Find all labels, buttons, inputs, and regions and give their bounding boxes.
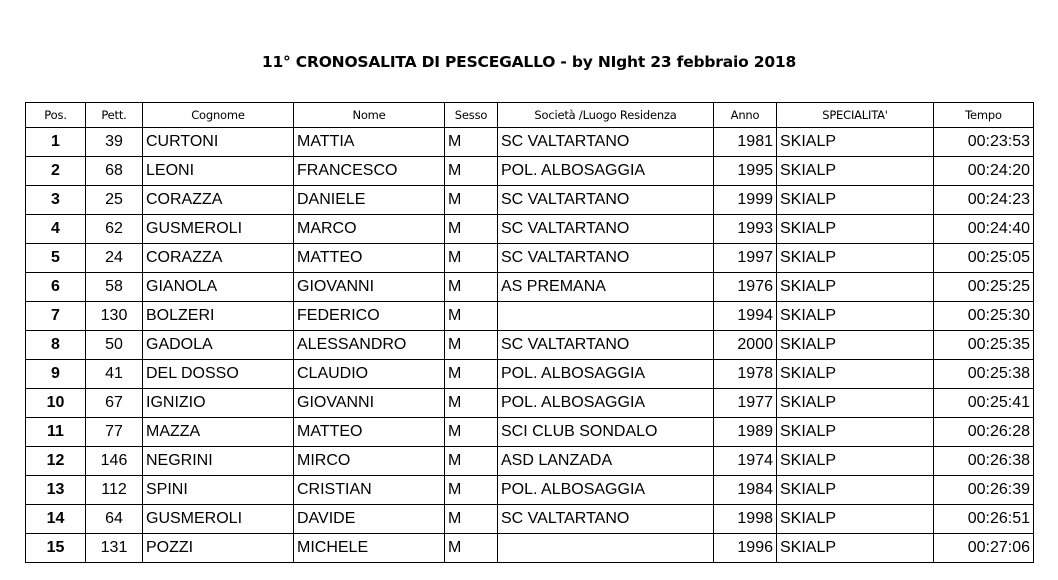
cell-sesso: M [445, 476, 498, 505]
header-pos: Pos. [26, 103, 86, 128]
cell-tempo: 00:23:53 [934, 128, 1034, 157]
cell-pos: 15 [26, 534, 86, 563]
header-tempo: Tempo [934, 103, 1034, 128]
cell-sesso: M [445, 360, 498, 389]
cell-pos: 2 [26, 157, 86, 186]
cell-pett: 130 [86, 302, 143, 331]
table-row [26, 186, 1034, 215]
cell-anno: 1984 [714, 476, 777, 505]
cell-anno: 1998 [714, 505, 777, 534]
cell-sesso: M [445, 534, 498, 563]
cell-tempo: 00:24:40 [934, 215, 1034, 244]
cell-cognome: GUSMEROLI [143, 215, 294, 244]
cell-pett: 77 [86, 418, 143, 447]
cell-tempo: 00:27:06 [934, 534, 1034, 563]
cell-anno: 1993 [714, 215, 777, 244]
cell-nome: CRISTIAN [294, 476, 445, 505]
cell-societa: SC VALTARTANO [498, 331, 714, 360]
cell-specialita: SKIALP [777, 128, 934, 157]
header-anno: Anno [714, 103, 777, 128]
cell-cognome: GADOLA [143, 331, 294, 360]
cell-societa: SC VALTARTANO [498, 215, 714, 244]
cell-specialita: SKIALP [777, 389, 934, 418]
cell-tempo: 00:25:41 [934, 389, 1034, 418]
table-row [26, 389, 1034, 418]
table-body [26, 128, 1034, 563]
cell-pos: 3 [26, 186, 86, 215]
cell-pett: 25 [86, 186, 143, 215]
cell-specialita: SKIALP [777, 534, 934, 563]
cell-specialita: SKIALP [777, 186, 934, 215]
cell-nome: MATTEO [294, 418, 445, 447]
cell-tempo: 00:24:20 [934, 157, 1034, 186]
cell-societa: POL. ALBOSAGGIA [498, 389, 714, 418]
cell-societa: SC VALTARTANO [498, 244, 714, 273]
cell-anno: 1977 [714, 389, 777, 418]
cell-pos: 12 [26, 447, 86, 476]
cell-anno: 2000 [714, 331, 777, 360]
cell-pett: 62 [86, 215, 143, 244]
cell-nome: MATTEO [294, 244, 445, 273]
table-row [26, 244, 1034, 273]
cell-specialita: SKIALP [777, 215, 934, 244]
cell-societa: AS PREMANA [498, 273, 714, 302]
cell-specialita: SKIALP [777, 331, 934, 360]
header-nome: Nome [294, 103, 445, 128]
table-row [26, 418, 1034, 447]
table-row [26, 360, 1034, 389]
cell-tempo: 00:25:05 [934, 244, 1034, 273]
cell-sesso: M [445, 447, 498, 476]
cell-tempo: 00:26:51 [934, 505, 1034, 534]
cell-pos: 5 [26, 244, 86, 273]
cell-pett: 41 [86, 360, 143, 389]
cell-pos: 14 [26, 505, 86, 534]
cell-pos: 10 [26, 389, 86, 418]
cell-pett: 58 [86, 273, 143, 302]
cell-nome: MICHELE [294, 534, 445, 563]
cell-pett: 68 [86, 157, 143, 186]
cell-pos: 4 [26, 215, 86, 244]
cell-nome: DAVIDE [294, 505, 445, 534]
cell-tempo: 00:26:28 [934, 418, 1034, 447]
cell-nome: GIOVANNI [294, 389, 445, 418]
cell-anno: 1996 [714, 534, 777, 563]
cell-pos: 8 [26, 331, 86, 360]
cell-anno: 1981 [714, 128, 777, 157]
table-row [26, 534, 1034, 563]
cell-specialita: SKIALP [777, 447, 934, 476]
cell-societa: ASD LANZADA [498, 447, 714, 476]
cell-nome: MIRCO [294, 447, 445, 476]
table-row [26, 302, 1034, 331]
cell-cognome: SPINI [143, 476, 294, 505]
cell-sesso: M [445, 418, 498, 447]
cell-societa: POL. ALBOSAGGIA [498, 360, 714, 389]
cell-specialita: SKIALP [777, 418, 934, 447]
cell-sesso: M [445, 331, 498, 360]
cell-pett: 50 [86, 331, 143, 360]
cell-societa: SCI CLUB SONDALO [498, 418, 714, 447]
cell-pett: 39 [86, 128, 143, 157]
cell-cognome: CURTONI [143, 128, 294, 157]
cell-pos: 11 [26, 418, 86, 447]
cell-tempo: 00:24:23 [934, 186, 1034, 215]
table-row [26, 128, 1034, 157]
cell-cognome: POZZI [143, 534, 294, 563]
cell-cognome: GIANOLA [143, 273, 294, 302]
cell-cognome: GUSMEROLI [143, 505, 294, 534]
cell-cognome: IGNIZIO [143, 389, 294, 418]
cell-pett: 67 [86, 389, 143, 418]
cell-anno: 1989 [714, 418, 777, 447]
cell-specialita: SKIALP [777, 157, 934, 186]
header-societa: Società /Luogo Residenza [498, 103, 714, 128]
cell-sesso: M [445, 186, 498, 215]
table-row [26, 215, 1034, 244]
cell-anno: 1976 [714, 273, 777, 302]
cell-nome: MATTIA [294, 128, 445, 157]
cell-pos: 1 [26, 128, 86, 157]
cell-cognome: BOLZERI [143, 302, 294, 331]
cell-cognome: CORAZZA [143, 186, 294, 215]
header-specialita: SPECIALITA' [777, 103, 934, 128]
cell-cognome: NEGRINI [143, 447, 294, 476]
cell-sesso: M [445, 157, 498, 186]
cell-sesso: M [445, 215, 498, 244]
cell-tempo: 00:26:39 [934, 476, 1034, 505]
cell-nome: ALESSANDRO [294, 331, 445, 360]
cell-pett: 112 [86, 476, 143, 505]
cell-specialita: SKIALP [777, 302, 934, 331]
table-row [26, 505, 1034, 534]
cell-societa: SC VALTARTANO [498, 128, 714, 157]
cell-sesso: M [445, 389, 498, 418]
cell-pett: 146 [86, 447, 143, 476]
cell-specialita: SKIALP [777, 476, 934, 505]
page-title: 11° CRONOSALITA DI PESCEGALLO - by NIght 23 febbraio 2018 [261, 53, 797, 71]
cell-pett: 131 [86, 534, 143, 563]
table-row [26, 331, 1034, 360]
cell-anno: 1995 [714, 157, 777, 186]
cell-specialita: SKIALP [777, 273, 934, 302]
cell-tempo: 00:25:25 [934, 273, 1034, 302]
cell-anno: 1999 [714, 186, 777, 215]
cell-tempo: 00:25:35 [934, 331, 1034, 360]
header-cognome: Cognome [143, 103, 294, 128]
cell-pos: 7 [26, 302, 86, 331]
cell-nome: GIOVANNI [294, 273, 445, 302]
header-sesso: Sesso [445, 103, 498, 128]
cell-pos: 9 [26, 360, 86, 389]
results-table [25, 102, 1034, 563]
table-row [26, 476, 1034, 505]
cell-sesso: M [445, 273, 498, 302]
cell-cognome: DEL DOSSO [143, 360, 294, 389]
cell-societa [498, 534, 714, 563]
cell-specialita: SKIALP [777, 360, 934, 389]
cell-societa: SC VALTARTANO [498, 186, 714, 215]
cell-nome: CLAUDIO [294, 360, 445, 389]
cell-anno: 1974 [714, 447, 777, 476]
table-header-row [26, 103, 1034, 128]
cell-anno: 1997 [714, 244, 777, 273]
cell-tempo: 00:25:30 [934, 302, 1034, 331]
cell-cognome: MAZZA [143, 418, 294, 447]
cell-pett: 24 [86, 244, 143, 273]
cell-nome: MARCO [294, 215, 445, 244]
cell-nome: FEDERICO [294, 302, 445, 331]
cell-sesso: M [445, 302, 498, 331]
cell-cognome: CORAZZA [143, 244, 294, 273]
cell-anno: 1978 [714, 360, 777, 389]
cell-pett: 64 [86, 505, 143, 534]
cell-pos: 13 [26, 476, 86, 505]
cell-societa [498, 302, 714, 331]
cell-nome: DANIELE [294, 186, 445, 215]
cell-tempo: 00:26:38 [934, 447, 1034, 476]
table-row [26, 157, 1034, 186]
cell-tempo: 00:25:38 [934, 360, 1034, 389]
header-pett: Pett. [86, 103, 143, 128]
cell-pos: 6 [26, 273, 86, 302]
cell-societa: POL. ALBOSAGGIA [498, 157, 714, 186]
cell-societa: POL. ALBOSAGGIA [498, 476, 714, 505]
cell-sesso: M [445, 128, 498, 157]
cell-anno: 1994 [714, 302, 777, 331]
cell-cognome: LEONI [143, 157, 294, 186]
cell-sesso: M [445, 244, 498, 273]
table-row [26, 447, 1034, 476]
cell-specialita: SKIALP [777, 505, 934, 534]
table-row [26, 273, 1034, 302]
cell-nome: FRANCESCO [294, 157, 445, 186]
cell-societa: SC VALTARTANO [498, 505, 714, 534]
cell-sesso: M [445, 505, 498, 534]
cell-specialita: SKIALP [777, 244, 934, 273]
